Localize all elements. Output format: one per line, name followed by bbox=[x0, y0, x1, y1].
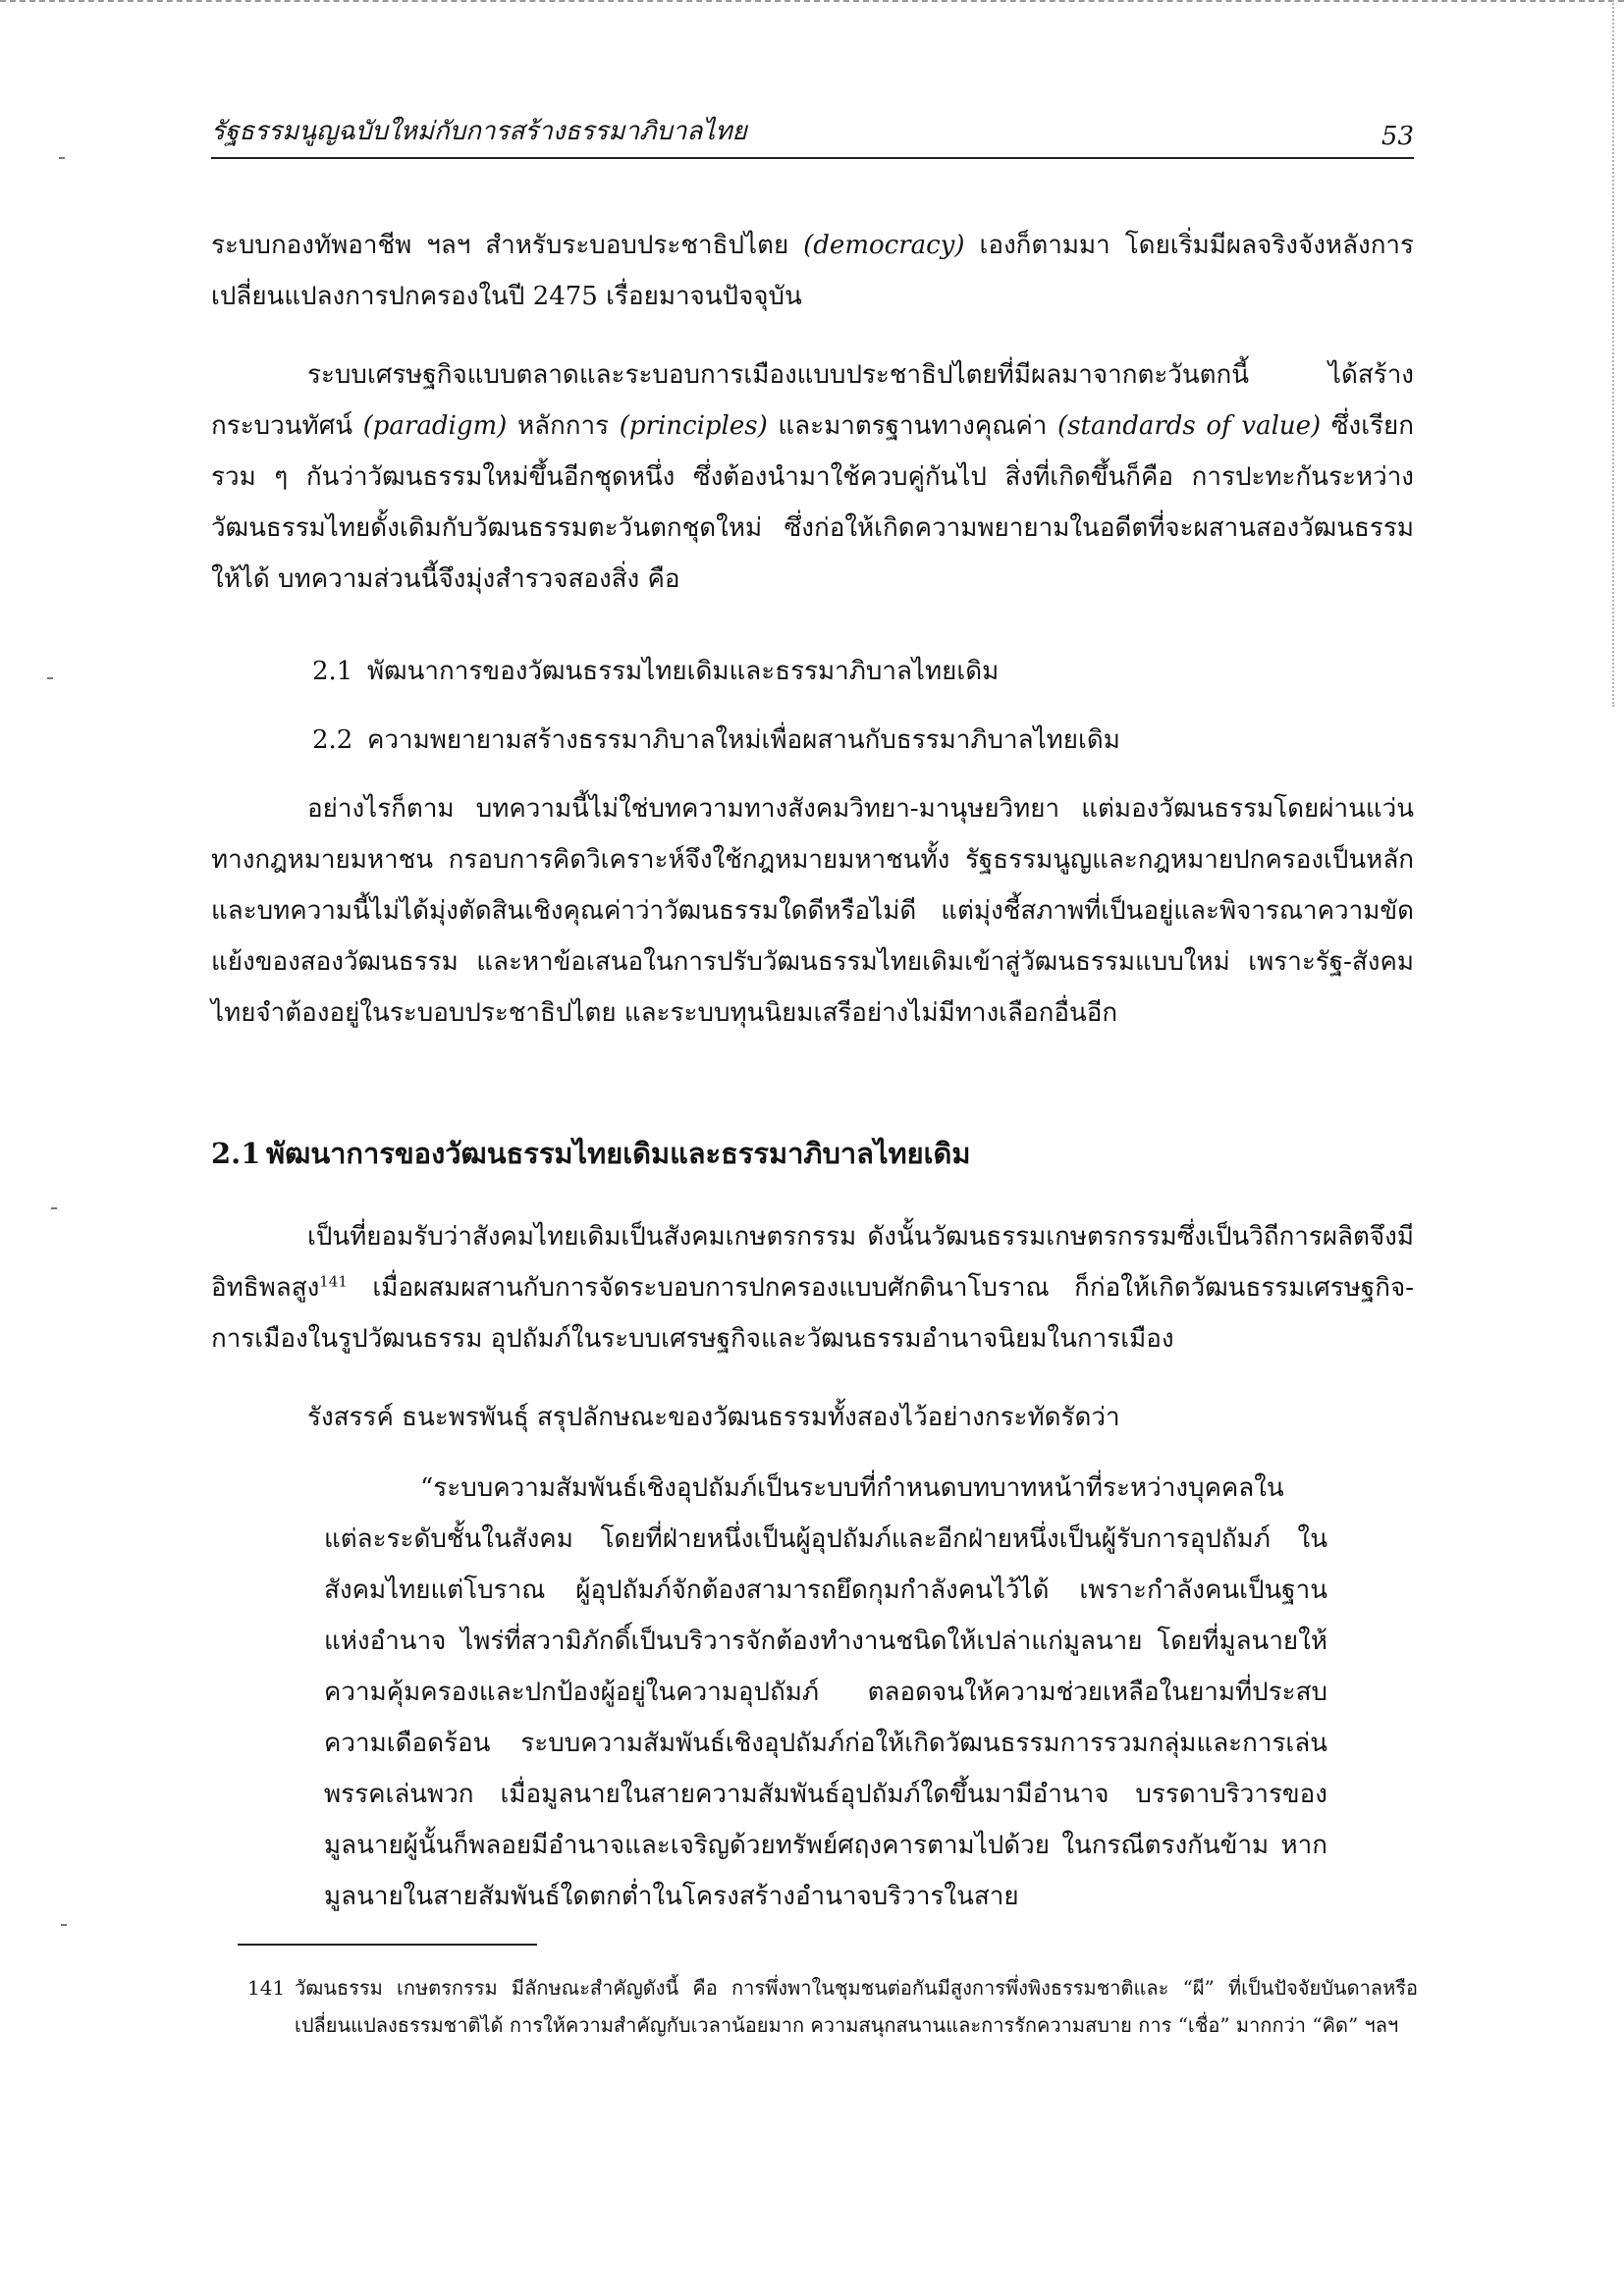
outline-item-text: พัฒนาการของวัฒนธรรมไทยเดิมและธรรมาภิบาลไทยเดิม bbox=[367, 657, 1000, 686]
section-number: 2.1 bbox=[211, 1137, 261, 1170]
section-heading bbox=[211, 1131, 971, 1176]
outline-item-2-1 bbox=[312, 646, 999, 697]
running-header bbox=[211, 108, 1414, 159]
block-quote: “ระบบความสัมพันธ์เชิงอุปถัมภ์เป็นระบบที่กำหนดบทบาทหน้าที่ระหว่างบุคคลในแต่ละระดับชั้นในสังคม โดยที่ฝ่ายหนึ่งเป็นผู้อุปถัมภ์และอีกฝ่ายหนึ่งเป็นผู้รับการอุปถัมภ์ ในสังคมไทยแต่โบราณ ผู้อุปถัมภ์จักต้องสามารถยึดกุมกำลังคนไว้ได้ เพราะกำลังคนเป็นฐานแห่งอำนาจ ไพร่ที่สวามิภักดิ์เป็นบริวารจักต้องทำงานชนิดให้เปล่าแก่มูลนาย โดยที่มูลนายให้ความคุ้มครองและปกป้องผู้อยู่ในความอุปถัมภ์ ตลอดจนให้ความช่วยเหลือในยามที่ประสบความเดือดร้อน ระบบความสัมพันธ์เชิงอุปถัมภ์ก่อให้เกิดวัฒนธรรมการรวมกลุ่มและการเล่นพรรคเล่นพวก เมื่อมูลนายในสายความสัมพันธ์อุปถัมภ์ใดขึ้นมามีอำนาจ บรรดาบริวารของมูลนายผู้นั้นก็พลอยมีอำนาจและเจริญด้วยทรัพย์ศฤงคารตามไปด้วย ในกรณีตรงกันข้าม หากมูลนายในสายสัมพันธ์ใดตกต่ำในโครงสร้างอำนาจบริวารในสาย bbox=[324, 1473, 1327, 1911]
outline-item-text: ความพยายามสร้างธรรมาภิบาลใหม่เพื่อผสานกับธรรมาภิบาลไทยเดิม bbox=[367, 725, 1120, 755]
intro-p1-part1: ระบบกองทัพอาชีพ ฯลฯ สำหรับระบอบประชาธิปไตย bbox=[211, 231, 804, 260]
footnote bbox=[247, 1969, 1418, 2044]
scan-edge-right bbox=[1612, 0, 1624, 707]
footnote-text: วัฒนธรรม เกษตรกรรม มีลักษณะสำคัญดังนี้ คือ การพึ่งพาในชุมชนต่อกันมีสูงการพึ่งพิงธรรมชาติและ “ผี” ที่เป็นปัจจัยบันดาลหรือเปลี่ยนแปลงธรรมชาติได้ การให้ความสำคัญกับเวลาน้อยมาก ความสนุกสนานและการรักความสบาย การ “เชื่อ” มากกว่า “คิด” ฯลฯ bbox=[295, 1976, 1418, 2037]
section-title: พัฒนาการของวัฒนธรรมไทยเดิมและธรรมาภิบาลไทยเดิม bbox=[266, 1137, 971, 1170]
scan-edge-top bbox=[0, 0, 1624, 8]
intro-paragraph-1 bbox=[211, 220, 1414, 322]
intro-p1-part2: เองก็ตามมา โดยเริ่มมีผลจริงจังหลังการเปลี่ยนแปลงการปกครองในปี 2475 เรื่อยมาจนปัจจุบัน bbox=[211, 231, 1414, 311]
section-p1-part2: เมื่อผสมผสานกับการจัดระบอบการปกครองแบบศักดินาโบราณ ก็ก่อให้เกิดวัฒนธรรมเศรษฐกิจ-การเมืองในรูปวัฒนธรรม อุปถัมภ์ในระบบเศรษฐกิจและวัฒนธรรมอำนาจนิยมในการเมือง bbox=[211, 1273, 1414, 1354]
intro-paragraph-3: อย่างไรก็ตาม บทความนี้ไม่ใช่บทความทางสังคมวิทยา-มานุษยวิทยา แต่มองวัฒนธรรมโดยผ่านแว่นทางกฎหมายมหาชน กรอบการคิดวิเคราะห์จึงใช้กฎหมายมหาชนทั้ง รัฐธรรมนูญและกฎหมายปกครองเป็นหลัก และบทความนี้ไม่ได้มุ่งตัดสินเชิงคุณค่าว่าวัฒนธรรมใดดีหรือไม่ดี แต่มุ่งชี้สภาพที่เป็นอยู่และพิจารณาความขัดแย้งของสองวัฒนธรรม และหาข้อเสนอในการปรับวัฒนธรรมไทยเดิมเข้าสู่วัฒนธรรมแบบใหม่ เพราะรัฐ-สังคมไทยจำต้องอยู่ในระบอบประชาธิปไตย และระบบทุนนิยมเสรีอย่างไม่มีทางเลือกอื่นอีก bbox=[211, 794, 1414, 1028]
outline-item-2-2 bbox=[312, 715, 1120, 766]
footnote-number: 141 bbox=[247, 1976, 286, 2000]
term-democracy: (democracy) bbox=[803, 231, 965, 260]
page-number: 53 bbox=[1380, 122, 1414, 151]
intro-p2-part3: และมาตรฐานทางคุณค่า bbox=[767, 411, 1058, 441]
scan-speck bbox=[61, 1924, 67, 1926]
intro-p2-part2: หลักการ bbox=[507, 411, 620, 441]
header-title: รัฐธรรมนูญฉบับใหม่กับการสร้างธรรมาภิบาลไทย bbox=[211, 117, 747, 146]
footnote-reference: 141 bbox=[319, 1272, 348, 1291]
section-paragraph-2: รังสรรค์ ธนะพรพันธุ์ สรุปลักษณะของวัฒนธรรมทั้งสองไว้อย่างกระทัดรัดว่า bbox=[307, 1403, 1120, 1432]
scan-speck bbox=[51, 1207, 57, 1209]
intro-p2-part1: ระบบเศรษฐกิจแบบตลาดและระบอบการเมืองแบบประชาธิปไตยที่มีผลมาจากตะวันตกนี้ ได้สร้างกระบวนทัศน์ bbox=[211, 360, 1414, 441]
scan-speck bbox=[59, 157, 65, 159]
scan-speck bbox=[47, 677, 53, 679]
term-standards-of-value: (standards of value) bbox=[1057, 411, 1322, 441]
outline-item-number: 2.1 bbox=[312, 657, 353, 686]
section-paragraph-1 bbox=[211, 1211, 1414, 1364]
footnote-divider bbox=[238, 1944, 537, 1946]
intro-p2-part4: ซึ่งเรียกรวม ๆ กันว่าวัฒนธรรมใหม่ขึ้นอีกชุดหนึ่ง ซึ่งต้องนำมาใช้ควบคู่กันไป สิ่งที่เกิดขึ้นก็คือ การปะทะกันระหว่างวัฒนธรรมไทยดั้งเดิมกับวัฒนธรรมตะวันตกชุดใหม่ ซึ่งก่อให้เกิดความพยายามในอดีตที่จะผสานสองวัฒนธรรมให้ได้ บทความส่วนนี้จึงมุ่งสำรวจสองสิ่ง คือ bbox=[211, 411, 1415, 594]
intro-paragraph-2 bbox=[211, 349, 1414, 605]
term-paradigm: (paradigm) bbox=[362, 411, 508, 441]
section-p1-part1: เป็นที่ยอมรับว่าสังคมไทยเดิมเป็นสังคมเกษตรกรรม ดังนั้นวัฒนธรรมเกษตรกรรมซึ่งเป็นวิถีการผลิตจึงมีอิทธิพลสูง bbox=[211, 1222, 1414, 1303]
term-principles: (principles) bbox=[619, 411, 768, 441]
outline-item-number: 2.2 bbox=[312, 725, 353, 755]
